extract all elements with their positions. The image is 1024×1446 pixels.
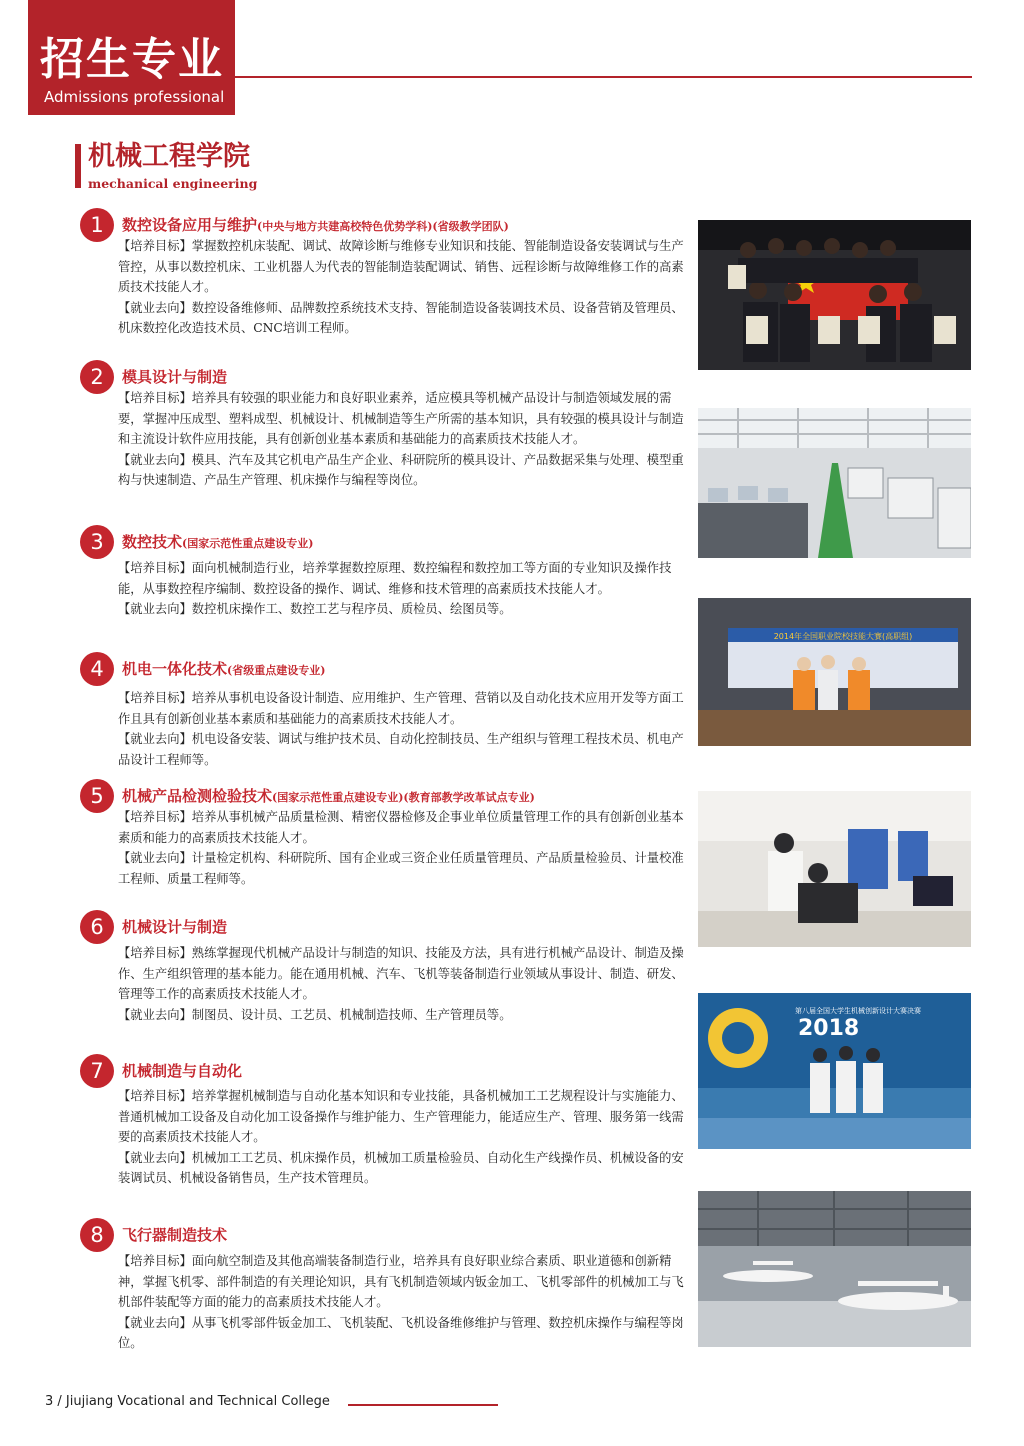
major-goal: 【培养目标】培养掌握机械制造与自动化基本知识和专业技能，具备机械加工工艺规程设计与实施能力、普通机械加工设备及自动化加工设备操作与维护能力、生产管理能力，能适应生产、管理、服务第一线需要的高素质技术技能人才。 bbox=[118, 1089, 684, 1144]
major-goal: 【培养目标】面向航空制造及其他高端装备制造行业，培养具有良好职业综合素质、职业道德和创新精神，掌握飞机零、部件制造的有关理论知识，具有飞机制造领域内钣金加工、飞机零部件的机械加工与飞机部件装配等方面的能力的高素质技术技能人才。 bbox=[118, 1254, 684, 1309]
major-name: 机电一体化技术 bbox=[122, 660, 228, 678]
major-number-badge: 5 bbox=[80, 779, 114, 813]
major-body bbox=[118, 1251, 690, 1354]
major-number-badge: 1 bbox=[80, 208, 114, 242]
footer-divider bbox=[348, 1404, 498, 1406]
major-body bbox=[118, 388, 690, 491]
major-number-badge: 3 bbox=[80, 525, 114, 559]
major-job: 【就业去向】机电设备安装、调试与维护技术员、自动化控制技员、生产组织与管理工程技术员、机电产品设计工程师等。 bbox=[118, 732, 684, 767]
major-body bbox=[118, 807, 690, 889]
major-tag: (国家示范性重点建设专业)(教育部教学改革试点专业) bbox=[272, 791, 535, 804]
major-tag: (中央与地方共建高校特色优势学科)(省级教学团队) bbox=[257, 220, 509, 233]
major-tag: (国家示范性重点建设专业) bbox=[182, 537, 314, 550]
major-tag: (省级重点建设专业) bbox=[227, 664, 326, 677]
major-number-badge: 4 bbox=[80, 652, 114, 686]
major-goal: 【培养目标】培养从事机械产品质量检测、精密仪器检修及企事业单位质量管理工作的具有创新创业基本素质和能力的高素质技术技能人才。 bbox=[118, 810, 684, 845]
major-goal: 【培养目标】熟练掌握现代机械产品设计与制造的知识、技能及方法，具有进行机械产品设计、制造及操作、生产组织管理的基本能力。能在通用机械、汽车、飞机等装备制造行业领域从事设计、制造、研发、管理等工作的高素质技术技能人才。 bbox=[118, 946, 684, 1001]
major-job: 【就业去向】数控机床操作工、数控工艺与程序员、质检员、绘图员等。 bbox=[118, 602, 512, 616]
photo-award-2018 bbox=[698, 993, 971, 1149]
header-divider bbox=[235, 76, 972, 78]
major-title bbox=[122, 916, 227, 937]
college-subtitle: mechanical engineering bbox=[88, 176, 258, 191]
major-body bbox=[118, 1086, 690, 1189]
major-title bbox=[122, 366, 227, 387]
page-title: 招生专业 bbox=[40, 34, 224, 85]
major-number-badge: 6 bbox=[80, 910, 114, 944]
major-title bbox=[122, 658, 325, 679]
major-goal: 【培养目标】培养从事机电设备设计制造、应用维护、生产管理、营销以及自动化技术应用开发等方面工作且具有创新创业基本素质和基础能力的高素质技术技能人才。 bbox=[118, 691, 684, 726]
photo-aircraft-hangar bbox=[698, 1191, 971, 1347]
college-title: 机械工程学院 bbox=[88, 141, 250, 172]
major-number-badge: 7 bbox=[80, 1054, 114, 1088]
major-goal: 【培养目标】培养具有较强的职业能力和良好职业素养，适应模具等机械产品设计与制造领域发展的需要，掌握冲压成型、塑料成型、机械设计、机械制造等生产所需的基本知识，具有较强的模具设计与制造和主流设计软件应用技能，具有创新创业基本素质和基础能力的高素质技术技能人才。 bbox=[118, 391, 684, 446]
major-body bbox=[118, 558, 690, 620]
major-title bbox=[122, 531, 313, 552]
major-job: 【就业去向】数控设备维修师、品牌数控系统技术支持、智能制造设备装调技术员、设备营销及管理员、机床数控化改造技术员、CNC培训工程师。 bbox=[118, 300, 684, 335]
major-job: 【就业去向】从事飞机零部件钣金加工、飞机装配、飞机设备维修维护与管理、数控机床操作与编程等岗位。 bbox=[118, 1315, 684, 1350]
photo-banner-text: 2014年全国职业院校技能大赛(高职组) bbox=[773, 632, 913, 641]
major-name: 机械产品检测检验技术 bbox=[122, 787, 273, 805]
major-job: 【就业去向】制图员、设计员、工艺员、机械制造技师、生产管理员等。 bbox=[118, 1007, 512, 1022]
major-body bbox=[118, 943, 690, 1025]
photo-year-text: 2018 bbox=[798, 1016, 860, 1041]
photo-measurement-lab bbox=[698, 791, 971, 947]
major-body bbox=[118, 688, 690, 770]
major-name: 机械制造与自动化 bbox=[122, 1062, 243, 1080]
major-title bbox=[122, 214, 509, 235]
major-job: 【就业去向】模具、汽车及其它机电产品生产企业、科研院所的模具设计、产品数据采集与处理、模型重构与快速制造、产品生产管理、机床操作与编程等岗位。 bbox=[118, 452, 684, 487]
major-name: 机械设计与制造 bbox=[122, 918, 228, 936]
major-goal: 【培养目标】掌握数控机床装配、调试、故障诊断与维修专业知识和技能、智能制造设备安装调试与生产管控，从事以数控机床、工业机器人为代表的智能制造装配调试、销售、远程诊断与故障维修工作的高素质技术技能人才。 bbox=[118, 239, 684, 294]
photo-event-text: 第八届全国大学生机械创新设计大赛决赛 bbox=[795, 1007, 921, 1015]
major-number-badge: 2 bbox=[80, 360, 114, 394]
major-title bbox=[122, 785, 535, 806]
major-name: 飞行器制造技术 bbox=[122, 1226, 228, 1244]
photo-workshop bbox=[698, 408, 971, 558]
section-header bbox=[28, 0, 235, 115]
major-job: 【就业去向】计量检定机构、科研院所、国有企业或三资企业任质量管理员、产品质量检验员、计量校准工程师、质量工程师等。 bbox=[118, 851, 684, 886]
major-title bbox=[122, 1060, 242, 1081]
major-job: 【就业去向】机械加工工艺员、机床操作员，机械加工质量检验员、自动化生产线操作员、机械设备的安装调试员、机械设备销售员，生产技术管理员。 bbox=[118, 1150, 684, 1185]
major-body bbox=[118, 236, 690, 339]
major-name: 模具设计与制造 bbox=[122, 368, 228, 386]
major-name: 数控技术 bbox=[122, 533, 183, 551]
major-name: 数控设备应用与维护 bbox=[122, 216, 258, 234]
college-accent-bar bbox=[75, 144, 81, 188]
photo-competition-stage bbox=[698, 598, 971, 746]
major-goal: 【培养目标】面向机械制造行业，培养掌握数控原理、数控编程和数控加工等方面的专业知识及操作技能，从事数控程序编制、数控设备的操作、调试、维修和技术管理的高素质技术技能人才。 bbox=[118, 561, 672, 596]
major-number-badge: 8 bbox=[80, 1218, 114, 1252]
footer-page-label: 3 / Jiujiang Vocational and Technical College bbox=[45, 1394, 330, 1409]
major-title bbox=[122, 1224, 227, 1245]
page-subtitle: Admissions professional bbox=[44, 88, 225, 106]
photo-team-flag bbox=[698, 220, 971, 370]
